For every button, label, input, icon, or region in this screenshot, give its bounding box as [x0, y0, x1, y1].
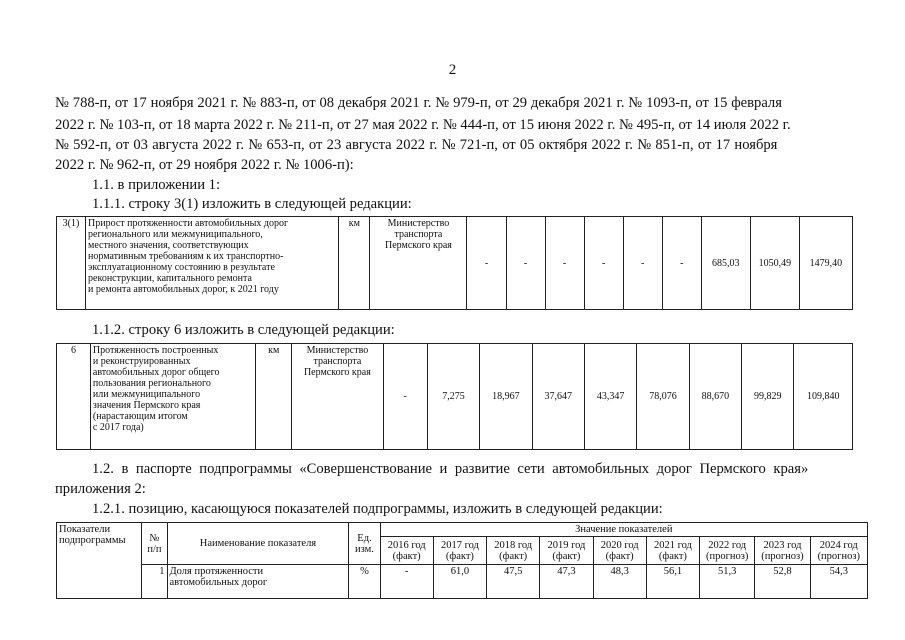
table-row-6	[56, 343, 853, 450]
header-year: 2022 год (прогноз)	[700, 537, 755, 565]
value-cell: -	[380, 565, 433, 599]
header-year: 2023 год (прогноз)	[755, 537, 810, 565]
value-cell: 109,840	[794, 344, 853, 450]
value-cell: 37,647	[532, 344, 584, 450]
header-indicators: Показатели подпрограммы	[57, 523, 142, 599]
value-cell: 48,3	[593, 565, 646, 599]
header-year: 2016 год (факт)	[380, 537, 433, 565]
intro-line-3: № 592-п, от 03 августа 2022 г. № 653-п, от 23 августа 2022 г. № 721-п, от 05 октября 2022 г. № 851-п, от 17 ноября	[55, 137, 778, 153]
indicator-name: Прирост протяженности автомобильных дорог регионального или межмуниципального, местного значения, соответствующих нормативным требованиям к их транспортно- эксплуатационному состоянию в результате реконструкции, капитального ремонта и ремонта автомобильных дорог, к 2021 году	[86, 217, 339, 310]
item-1-2-1: 1.2.1. позицию, касающуюся показателей подпрограммы, изложить в следующей редакции:	[92, 501, 663, 517]
value-cell: 43,347	[584, 344, 636, 450]
page-number: 2	[448, 62, 457, 78]
value-cell: 1050,49	[750, 217, 799, 310]
intro-line-2: 2022 г. № 103-п, от 18 марта 2022 г. № 211-п, от 27 мая 2022 г. № 444-п, от 15 июня 2022 г. № 495-п, от 14 июля 2022 г.	[55, 117, 791, 133]
value-cell: -	[623, 217, 662, 310]
value-cell: 61,0	[433, 565, 486, 599]
value-cell: 54,3	[810, 565, 867, 599]
value-cell: -	[584, 217, 623, 310]
header-num: № п/п	[142, 523, 167, 565]
value-cell: -	[506, 217, 545, 310]
responsible-org: Министерство транспорта Пермского края	[370, 217, 467, 310]
value-cell: -	[662, 217, 701, 310]
item-1-1: 1.1. в приложении 1:	[92, 177, 221, 193]
value-cell: 47,3	[540, 565, 593, 599]
row-number: 6	[57, 344, 91, 450]
table-row-3-1	[56, 216, 853, 310]
item-1-2-line-1: 1.2. в паспорте подпрограммы «Совершенствование и развитие сети автомобильных дорог Пермского края»	[92, 461, 809, 477]
item-1-2-line-2: приложения 2:	[55, 481, 146, 497]
value-cell: 78,076	[637, 344, 689, 450]
value-cell: 56,1	[646, 565, 699, 599]
value-cell: 99,829	[742, 344, 794, 450]
header-year: 2024 год (прогноз)	[810, 537, 867, 565]
value-cell: 18,967	[480, 344, 532, 450]
value-cell: -	[545, 217, 584, 310]
header-year: 2018 год (факт)	[487, 537, 540, 565]
header-year: 2017 год (факт)	[433, 537, 486, 565]
row-number: 1	[142, 565, 167, 599]
unit: км	[339, 217, 370, 310]
value-cell: -	[383, 344, 427, 450]
item-1-1-1: 1.1.1. строку 3(1) изложить в следующей редакции:	[92, 196, 412, 212]
indicators-table	[56, 522, 868, 599]
indicator-name: Доля протяженности автомобильных дорог	[167, 565, 349, 599]
value-cell: 52,8	[755, 565, 810, 599]
value-cell: 88,670	[689, 344, 741, 450]
intro-line-1: № 788-п, от 17 ноября 2021 г. № 883-п, от 08 декабря 2021 г. № 979-п, от 29 декабря 2021 г. № 1093-п, от 15 февраля	[55, 95, 782, 111]
header-indicator-name: Наименование показателя	[167, 523, 349, 565]
header-values: Значение показателей	[380, 523, 867, 537]
value-cell: 1479,40	[799, 217, 852, 310]
value-cell: 51,3	[700, 565, 755, 599]
value-cell: -	[467, 217, 506, 310]
header-year: 2019 год (факт)	[540, 537, 593, 565]
item-1-1-2: 1.1.2. строку 6 изложить в следующей редакции:	[92, 322, 395, 338]
responsible-org: Министерство транспорта Пермского края	[292, 344, 383, 450]
value-cell: 685,03	[701, 217, 750, 310]
header-unit: Ед. изм.	[349, 523, 380, 565]
row-number: 3(1)	[57, 217, 86, 310]
intro-line-4: 2022 г. № 962-п, от 29 ноября 2022 г. № 1006-п):	[55, 157, 354, 173]
unit: км	[256, 344, 292, 450]
header-year: 2020 год (факт)	[593, 537, 646, 565]
indicator-name: Протяженность построенных и реконструированных автомобильных дорог общего пользования регионального или межмуниципального значения Пермского края (нарастающим итогом с 2017 года)	[90, 344, 255, 450]
unit: %	[349, 565, 380, 599]
value-cell: 47,5	[487, 565, 540, 599]
value-cell: 7,275	[427, 344, 479, 450]
header-year: 2021 год (факт)	[646, 537, 699, 565]
